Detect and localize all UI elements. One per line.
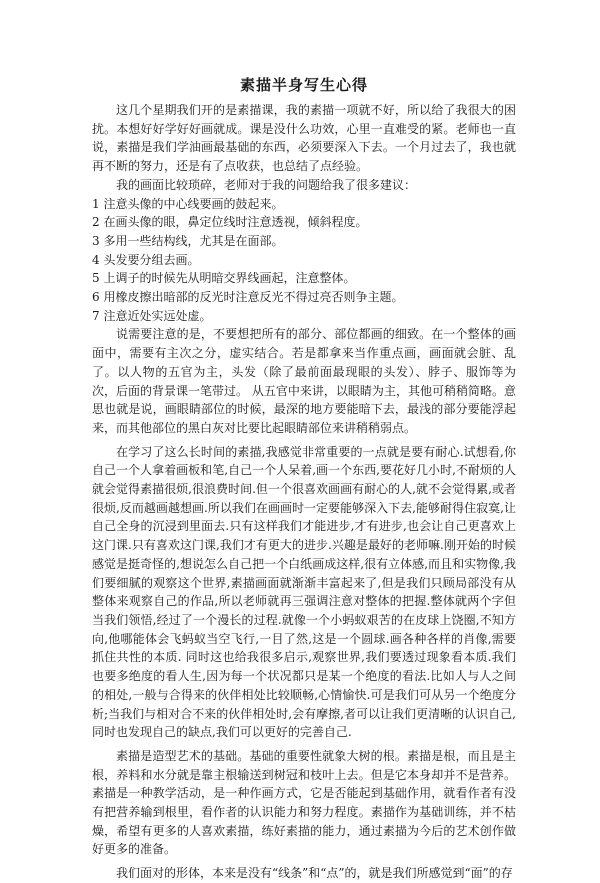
body-paragraph-2: 在学习了这么长时间的素描,我感觉非常重要的一点就是要有耐心.试想看,你自己一个人拿着画板和笔,自己一个人呆着,画一个东西,要花好几小时,不耐烦的人就会觉得素描很烦,很浪费时间.但一个很喜欢画画有耐心的人,就不会觉得累,或者很烦,反而越画越想画.所以我们在画画时一定要能够深入下去,能够耐得住寂寞,让自己全身的沉浸到里面去.只有这样我们才能进步,才有进步,也会让自己更喜欢上这门课.只有喜欢这门课,我们才有更大的进步.兴趣是最好的老师嘛.刚开始的时候感觉是挺奇怪的,想说怎么自己把一个白纸画成这样,很有立体感,而且和实物像,我们要细腻的观察这个世界,素描画面就渐渐丰富起来了,但是我们只顾局部没有从整体来观察自己的作品,所以老师就再三强调注意对整体的把握.整体就两个字但当我们领悟,经过了一个漫长的过程.就像一个小蚂蚁艰苦的在皮球上饶圈,不知方向,他哪能体会飞蚂蚁当空飞行,一目了然,这是一个圆球.画各种各样的肖像,需要抓住共性的本质. 同时这也给我很多启示,观察世界,我们要透过现象看本质.我们也要多绝度的看人生,因为每一个状况都只是某一个绝度的看法.比如人与人之间的相处,一般与合得来的伙伴相处比较顺畅,心情愉快.可是我们可从另一个绝度分析;当我们与相对合不来的伙伴相处时,会有摩擦,者可以让我们更清晰的认识自己,同时也发现自己的缺点,我们可以更好的完善自己.: [92, 444, 516, 740]
suggestion-list: [92, 195, 516, 326]
document-title: 素描半身写生心得: [239, 76, 368, 94]
body-paragraph-1: 说需要注意的是，不要想把所有的部分、部位都画的细致。在一个整体的画面中，需要有主次之分，虚实结合。若是都拿来当作重点画，画面就会脏、乱了。以人物的五官为主，头发（除了最前面最现眼的头发）、脖子、服饰等为次，后面的背景课一笔带过。 从五官中来讲，以眼睛为主，其他可稍稍简略。意思也就是说，画眼睛部位的时候，最深的地方要能暗下去，最浅的部分要能浮起来，而其他部位的黑白灰对比要比起眼睛部位来讲稍稍弱点。: [92, 327, 516, 435]
suggestion-item-3: 3 多用一些结构线，尤其是在面部。: [92, 233, 284, 248]
suggestion-item-5: 5 上调子的时候先从明暗交界线画起，注意整体。: [92, 271, 356, 286]
suggestion-item-6: 6 用橡皮擦出暗部的反光时注意反光不得过亮否则争主题。: [92, 290, 404, 305]
suggestion-item-2: 2 在画头像的眼，鼻定位线时注意透视，倾斜程度。: [92, 215, 368, 230]
document-page: [92, 76, 516, 883]
body-paragraph-4: 我们面对的形体，本来是没有“线条”和“点”的，就是我们所感觉到“面”的存: [116, 866, 513, 881]
suggestion-item-4: 4 头发要分组去画。: [92, 252, 200, 267]
intro-paragraph-1: 这几个星期我们开的是素描课，我的素描一项就不好，所以给了我很大的困扰。本想好好学好好画就成。课是没什么功效，心里一直难受的紧。老师也一直说，素描是我们学油画最基础的东西，必须要深入下去。一个月过去了，我也就再不断的努力，还是有了点收获，也总结了点经验。: [92, 103, 516, 174]
suggestion-item-1: 1 注意头像的中心线要画的鼓起来。: [92, 196, 284, 211]
suggestion-item-7: 7 注意近处实远处虚。: [92, 308, 212, 323]
intro-paragraph-2: 我的画面比较琐碎，老师对于我的问题给我了很多建议：: [116, 177, 417, 192]
body-paragraph-3: 素描是造型艺术的基础。基础的重要性就象大树的根。素描是根，而且是主根，养料和水分就是靠主根输送到树冠和枝叶上去。但是它本身却并不是营养。素描是一种教学活动，是一种作画方式，它是否能起到基础作用，就看作者有没有把营养输到根里，看作者的认识能力和努力程度。素描作为基础训练，并不枯燥，希望有更多的人喜欢素描，练好素描的能力，通过素描为今后的艺术创作做好更多的准备。: [92, 748, 516, 857]
